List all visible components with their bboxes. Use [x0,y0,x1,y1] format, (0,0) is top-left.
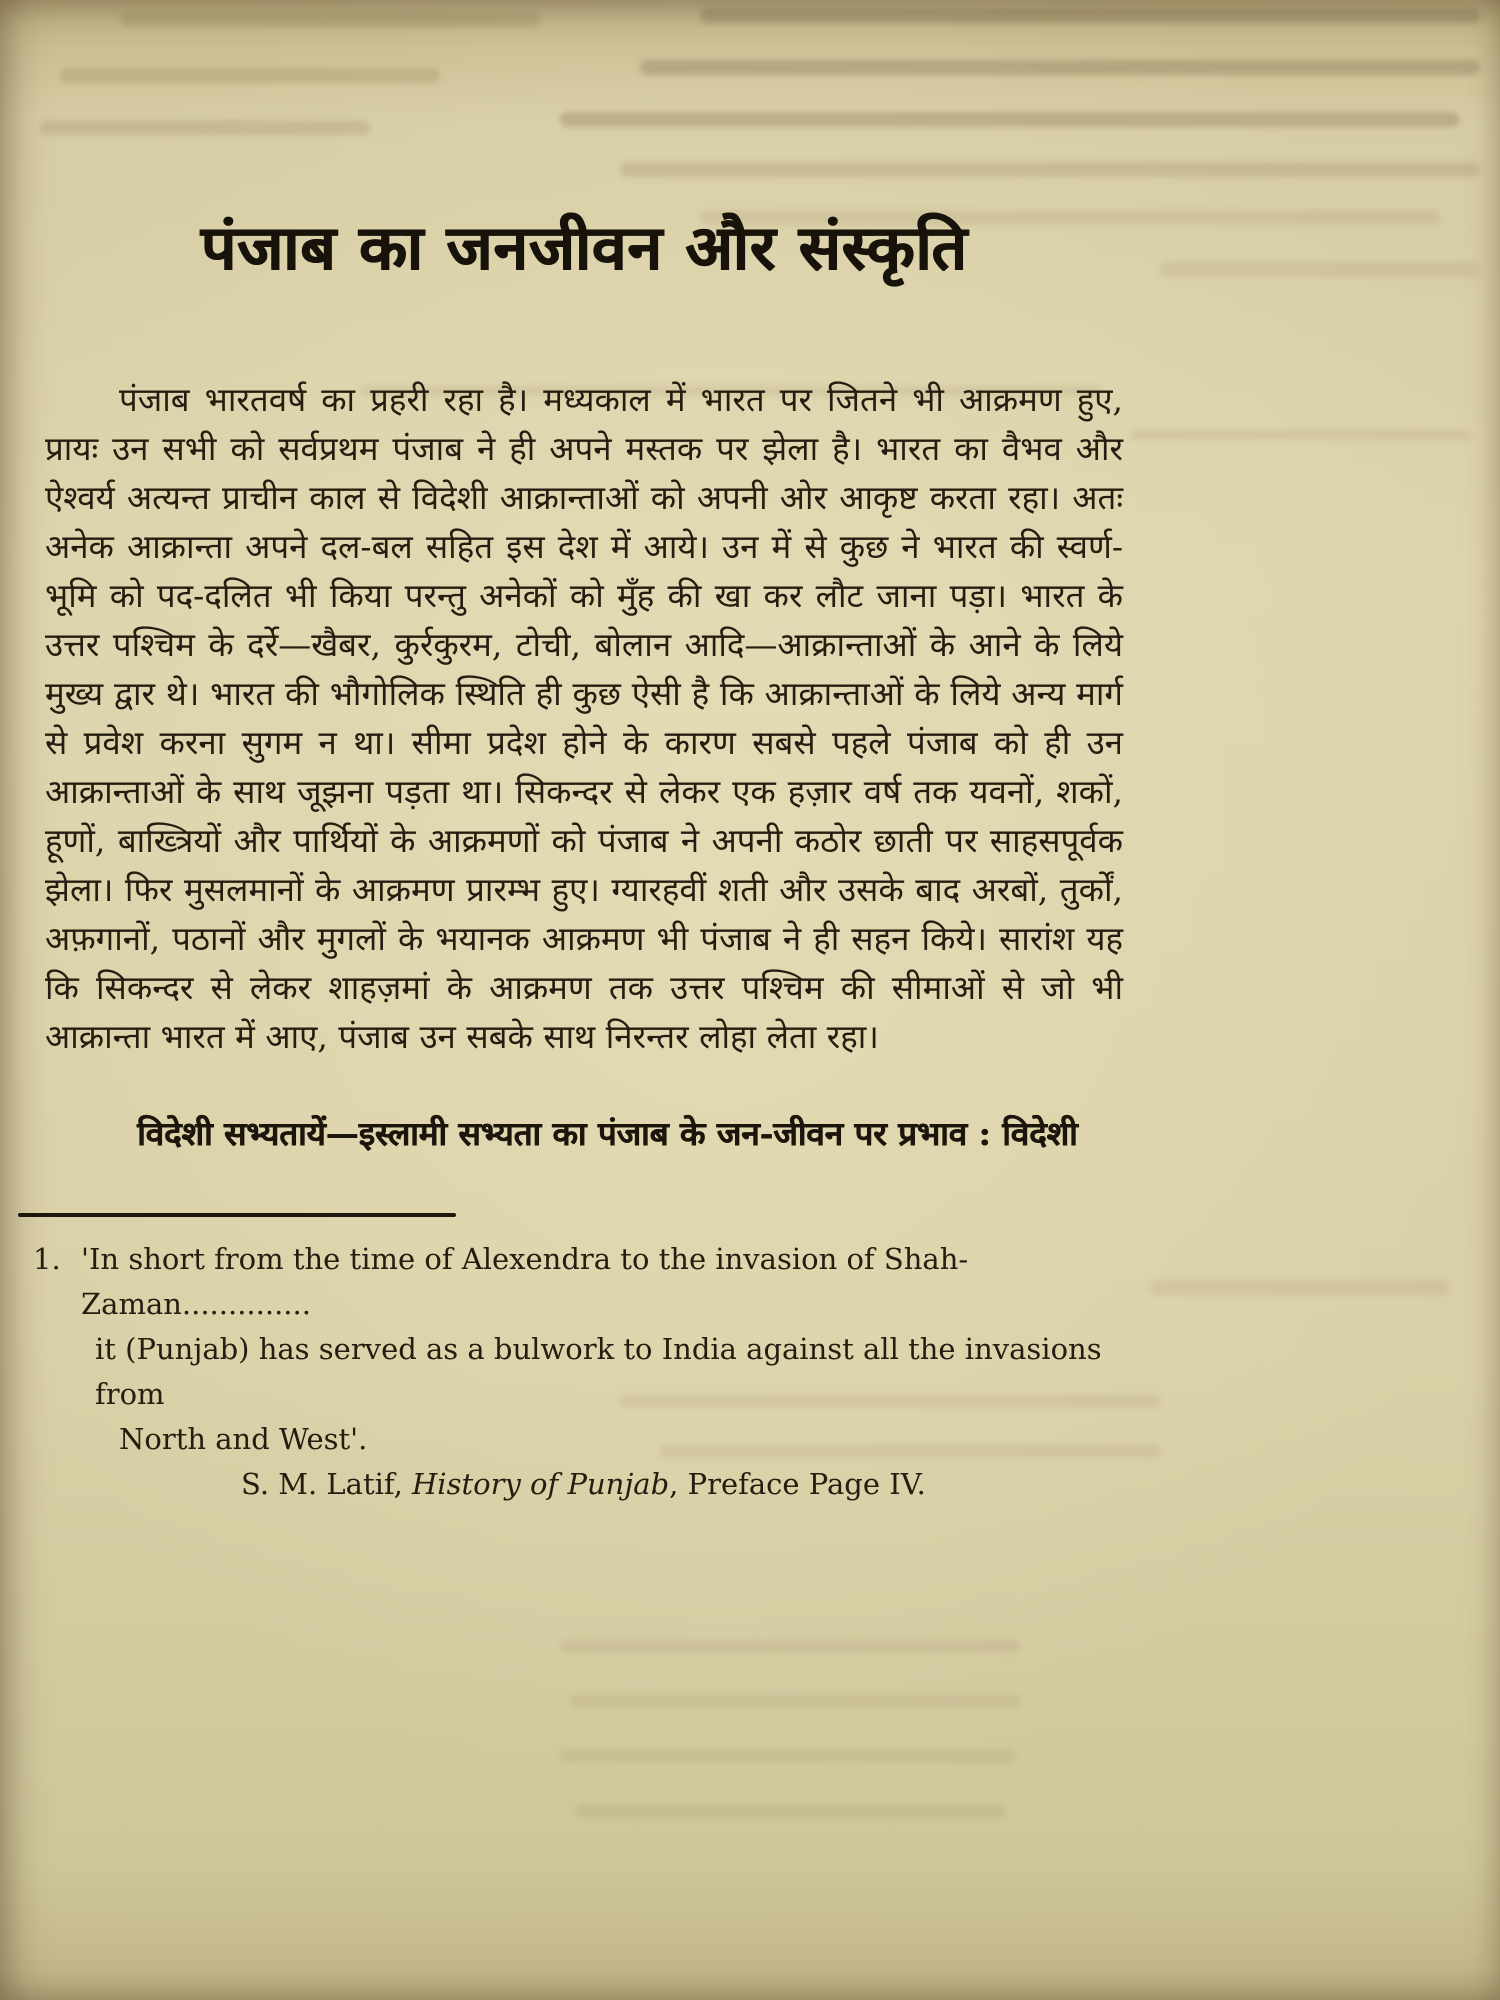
page-title: पंजाब का जनजीवन और संस्कृति [200,211,968,284]
bleedthrough-smudge [575,1805,1005,1817]
footnote-line-2: it (Punjab) has served as a bulwork to India against all the invasions from [95,1332,1102,1412]
footnote-divider [18,1213,456,1217]
footnote-line-3: North and West'. [119,1422,368,1457]
citation-page-ref: , Preface Page IV. [669,1467,926,1502]
text-column [33,0,1123,1507]
bleedthrough-smudge [1160,262,1480,277]
footnote-line-1: 'In short from the time of Alexendra to the invasion of Shah-Zaman.............. [81,1242,969,1322]
footnote-number: 1. [33,1242,61,1277]
footnote [33,1237,1123,1507]
section-subheading: विदेशी सभ्यतायें—इस्लामी सभ्यता का पंजाब के जन-जीवन पर प्रभाव : विदेशी [137,1114,1078,1154]
bleedthrough-smudge [570,1695,1020,1707]
bleedthrough-smudge [1130,430,1470,440]
citation-book-title: History of Punjab [412,1467,670,1502]
bleedthrough-smudge [1150,1280,1450,1295]
footnote-citation [81,1462,1123,1507]
citation-author: S. M. Latif, [241,1467,413,1502]
bleedthrough-smudge [560,1750,1015,1762]
body-paragraph: पंजाब भारतवर्ष का प्रहरी रहा है। मध्यकाल में भारत पर जितने भी आक्रमण हुए, प्रायः उन सभी को सर्वप्रथम पंजाब ने ही अपने मस्तक पर झेला है। भारत का वैभव और ऐश्वर्य अत्यन्त प्राचीन काल से विदेशी आक्रान्ताओं को अपनी ओर आकृष्ट करता रहा। अतः अनेक आक्रान्ता अपने दल-बल सहित इस देश में आये। उन में से कुछ ने भारत की स्वर्ण-भूमि को पद-दलित भी किया परन्तु अनेकों को मुँह की खा कर लौट जाना पड़ा। भारत के उत्तर पश्चिम के दर्रे—खैबर, कुर्रकुरम, टोची, बोलान आदि—आक्रान्ताओं के आने के लिये मुख्य द्वार थे। भारत की भौगोलिक स्थिति ही कुछ ऐसी है कि आक्रान्ताओं के लिये अन्य मार्ग से प्रवेश करना सुगम न था। सीमा प्रदेश होने के कारण सबसे पहले पंजाब को ही उन आक्रान्ताओं के साथ जूझना पड़ता था। सिकन्दर से लेकर एक हज़ार वर्ष तक यवनों, शकों, हूणों, बाख्त्रियों और पार्थियों के आक्रमणों को पंजाब ने अपनी कठोर छाती पर साहसपूर्वक झेला। फिर मुसलमानों के आक्रमण प्रारम्भ हुए। ग्यारहवीं शती और उसके बाद अरबों, तुर्कों, अफ़गानों, पठानों और मुगलों के भयानक आक्रमण भी पंजाब ने ही सहन किये। सारांश यह कि सिकन्दर से लेकर शाहज़मां के आक्रमण तक उत्तर पश्चिम की सीमाओं से जो भी आक्रान्ता भारत में आए, पंजाब उन सबके साथ निरन्तर लोहा लेता रहा। [45,380,1123,1057]
bleedthrough-smudge [560,1640,1020,1652]
